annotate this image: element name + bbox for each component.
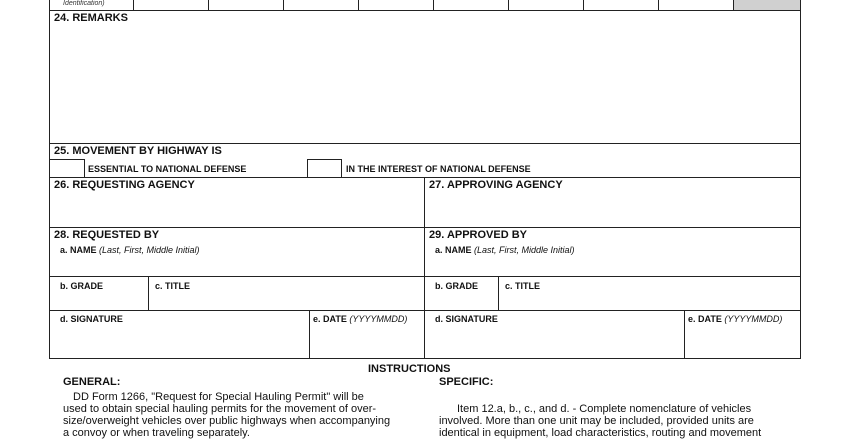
top-cell-7[interactable] — [584, 0, 656, 10]
instructions-heading: INSTRUCTIONS — [368, 363, 451, 375]
top-cell-8[interactable] — [659, 0, 731, 10]
approving-agency-label: 27. APPROVING AGENCY — [429, 179, 563, 191]
identification-caption: Identification) — [63, 0, 105, 7]
movement-label: 25. MOVEMENT BY HIGHWAY IS — [54, 145, 222, 157]
general-line: size/overweight vehicles over public highways when accompanying — [63, 415, 391, 427]
approved-title-label: c. TITLE — [505, 281, 541, 291]
specific-line: involved. More than one unit may be included, provided units are — [439, 415, 754, 427]
requesting-agency-label: 26. REQUESTING AGENCY — [54, 179, 195, 191]
top-cell-1[interactable] — [134, 0, 206, 10]
general-text — [63, 391, 423, 439]
general-line: used to obtain special hauling permits for the movement of over- — [63, 403, 377, 415]
approved-date-field[interactable] — [686, 326, 798, 357]
requested-grade-label: b. GRADE — [60, 281, 104, 291]
specific-heading: SPECIFIC: — [439, 376, 494, 388]
approved-by-label: 29. APPROVED BY — [429, 229, 528, 241]
approved-signature-field[interactable] — [426, 326, 682, 357]
requested-grade-field[interactable] — [51, 292, 147, 309]
requested-title-field[interactable] — [150, 292, 422, 309]
requested-by-label: 28. REQUESTED BY — [54, 229, 160, 241]
essential-option-label: ESSENTIAL TO NATIONAL DEFENSE — [88, 164, 247, 174]
approved-name-label: a. NAME (Last, First, Middle Initial) — [435, 245, 575, 255]
top-cell-2[interactable] — [209, 0, 281, 10]
requested-signature-field[interactable] — [51, 326, 307, 357]
top-cell-4[interactable] — [359, 0, 431, 10]
approved-grade-field[interactable] — [426, 292, 497, 309]
top-cell-3[interactable] — [284, 0, 356, 10]
top-cell-5[interactable] — [434, 0, 506, 10]
requested-date-label: e. DATE (YYYYMMDD) — [313, 314, 408, 324]
requested-signature-label: d. SIGNATURE — [60, 314, 123, 324]
requested-title-label: c. TITLE — [155, 281, 191, 291]
general-line: DD Form 1266, "Request for Special Hauling Permit" will be — [73, 391, 364, 403]
general-heading: GENERAL: — [63, 376, 121, 388]
general-line: a convoy or when traveling separately. — [63, 427, 250, 439]
approving-agency-field[interactable] — [426, 193, 798, 225]
shaded-cell — [734, 0, 800, 10]
approved-title-field[interactable] — [500, 292, 798, 309]
approved-date-label: e. DATE (YYYYMMDD) — [688, 314, 783, 324]
approved-name-field[interactable] — [426, 256, 798, 275]
interest-checkbox[interactable] — [307, 159, 342, 178]
requested-date-field[interactable] — [311, 326, 422, 357]
remarks-label: 24. REMARKS — [54, 12, 128, 24]
requesting-agency-field[interactable] — [51, 193, 422, 225]
requested-name-label: a. NAME (Last, First, Middle Initial) — [60, 245, 200, 255]
specific-line: identical in equipment, load characteristics, routing and movement — [439, 427, 762, 439]
approved-signature-label: d. SIGNATURE — [435, 314, 498, 324]
interest-option-label: IN THE INTEREST OF NATIONAL DEFENSE — [346, 164, 531, 174]
essential-checkbox[interactable] — [49, 159, 85, 178]
requested-name-field[interactable] — [51, 256, 422, 275]
specific-line: Item 12.a, b., c., and d. - Complete nomenclature of vehicles — [457, 403, 752, 415]
remarks-field[interactable] — [51, 26, 798, 141]
specific-text — [439, 403, 799, 439]
top-cell-6[interactable] — [509, 0, 581, 10]
approved-grade-label: b. GRADE — [435, 281, 479, 291]
